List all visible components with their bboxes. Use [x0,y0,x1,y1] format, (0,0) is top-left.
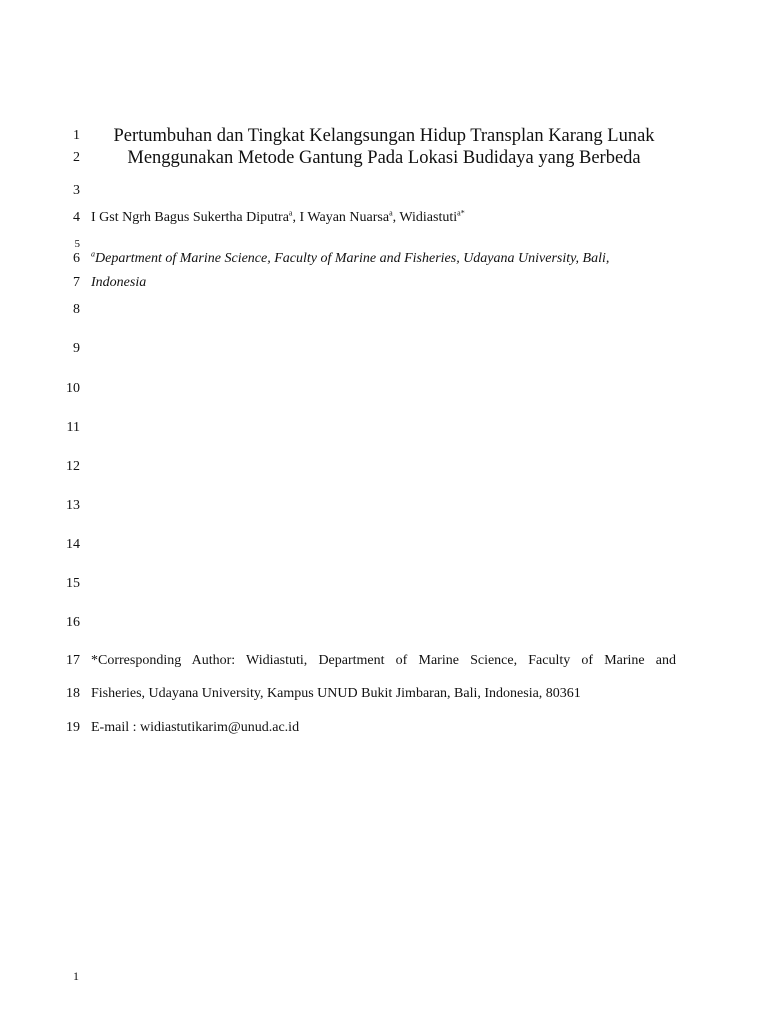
line-number: 15 [66,576,80,591]
line-number: 14 [66,537,80,552]
line-number: 6 [73,251,80,266]
affiliation-marker: a [288,208,293,218]
affiliation-marker: a* [457,208,465,218]
line-number: 10 [66,381,80,396]
corresponding-author-line-1: *Corresponding Author: Widiastuti, Department of Marine Science, Faculty of Marine and [91,653,676,668]
line-number: 2 [73,150,80,165]
affiliation-line-1 [91,250,609,268]
paper-title-line-1: Pertumbuhan dan Tingkat Kelangsungan Hidup Transplan Karang Lunak [113,126,655,146]
author-list [91,209,465,227]
line-number: 7 [73,275,80,290]
line-number: 16 [66,615,80,630]
page-number: 1 [73,969,79,983]
author-separator: , [392,210,400,225]
line-number: 18 [66,686,80,701]
affiliation-marker: a [389,208,393,218]
line-number: 17 [66,653,80,668]
corresponding-email: E-mail : widiastutikarim@unud.ac.id [91,720,300,735]
line-number: 12 [66,459,80,474]
line-number: 9 [73,341,80,356]
corresponding-author-line-2: Fisheries, Udayana University, Kampus UNUD Bukit Jimbaran, Bali, Indonesia, 80361 [91,686,581,701]
line-number: 13 [66,498,80,513]
line-number: 3 [73,183,80,198]
author-separator: , [292,210,300,225]
line-number: 8 [73,302,80,317]
line-number: 19 [66,720,80,735]
line-number: 1 [73,128,80,143]
line-number: 11 [66,420,80,435]
line-number: 4 [73,210,80,225]
affiliation-line-2: Indonesia [91,275,147,290]
affiliation-marker: a [91,249,95,259]
author-name: I Wayan Nuarsa [299,210,390,225]
author-name: Widiastuti [399,210,458,225]
paper-title-line-2: Menggunakan Metode Gantung Pada Lokasi Budidaya yang Berbeda [127,148,641,168]
author-name: I Gst Ngrh Bagus Sukertha Diputra [91,210,289,225]
line-number: 5 [74,238,80,250]
affiliation-text: Department of Marine Science, Faculty of Marine and Fisheries, Udayana University, Bali, [95,251,610,266]
